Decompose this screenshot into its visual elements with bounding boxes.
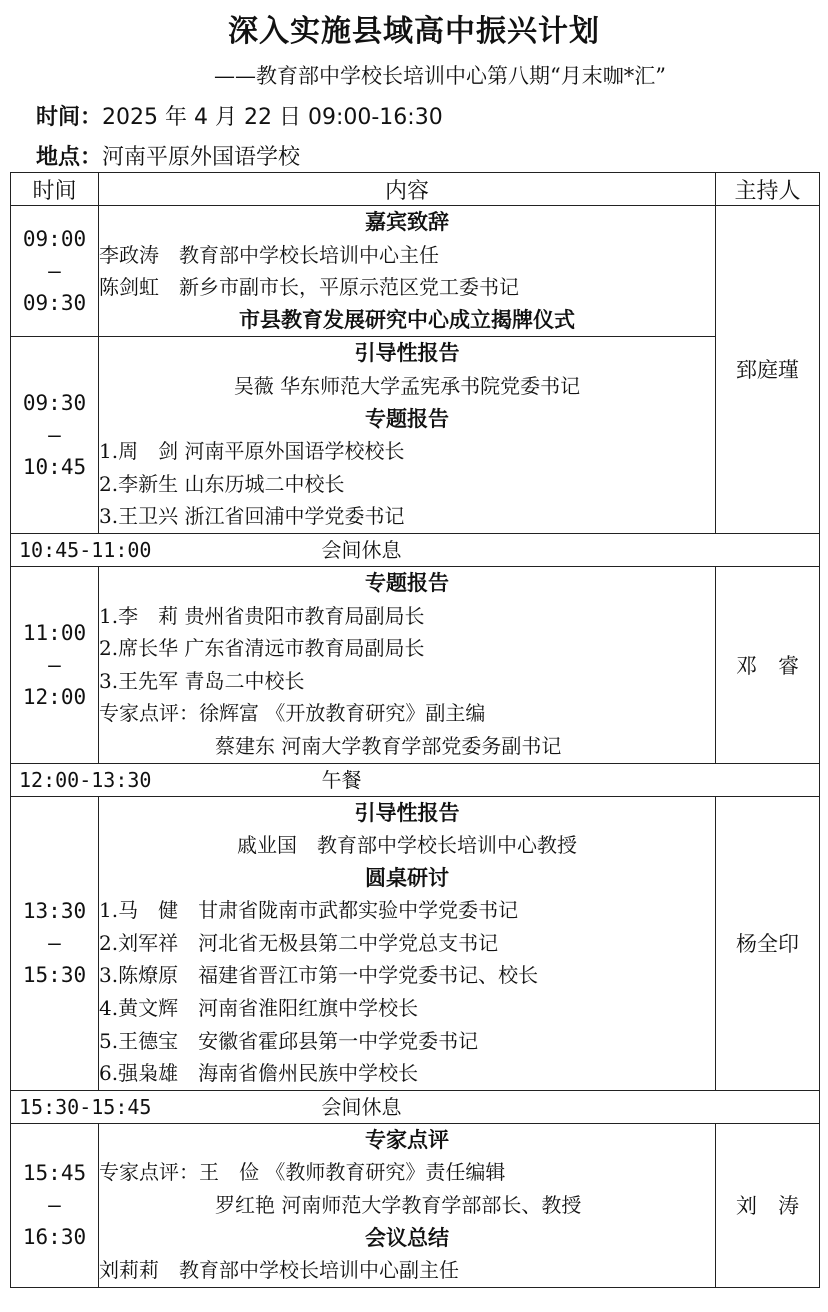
session-content [99,206,716,337]
break-label: 会间休息 [321,537,402,562]
break-row [11,763,820,796]
session-line: 戚业国 教育部中学校长培训中心教授 [237,833,577,858]
meeting-place [36,140,300,171]
session-line: 4.黄文辉 河南省淮阳红旗中学校长 [99,996,419,1021]
session-line: 3.陈燎原 福建省晋江市第一中学党委书记、校长 [99,963,539,988]
session-line: 罗红艳 河南师范大学教育学部部长、教授 [215,1193,582,1218]
session-time [11,206,99,337]
session-heading: 圆桌研讨 [365,865,449,890]
session-time-end: 16:30 [22,1225,87,1250]
session-time-start: 15:45 [22,1161,87,1186]
header-content: 内容 [99,173,716,206]
session-content [99,796,716,1090]
session-time [11,796,99,1090]
break-cell [11,1090,820,1123]
host-name: 杨全印 [716,796,820,1090]
session-line: 2.李新生 山东历城二中校长 [99,471,345,496]
session-time-start: 13:30 [22,899,87,924]
break-time: 12:00-13:30 [19,767,152,792]
time-label: 时间： [36,105,103,130]
break-cell [11,763,820,796]
session-line: 李政涛 教育部中学校长培训中心主任 [99,242,439,267]
session-row [11,206,820,337]
session-content [99,337,716,534]
host-name: 郅庭瑾 [716,206,820,534]
session-time [11,337,99,534]
session-line: 1.马 健 甘肃省陇南市武都实验中学党委书记 [99,898,519,923]
session-line: 专家点评：徐辉富 《开放教育研究》副主编 [99,701,486,726]
session-heading: 专题报告 [365,570,449,595]
session-heading: 专家点评 [365,1127,449,1152]
session-time [11,1123,99,1287]
session-time-dash: – [48,259,61,284]
page-subtitle: ——教育部中学校长培训中心第八期“月末咖*汇” [214,64,666,88]
break-label: 午餐 [321,767,362,792]
page-title: 深入实施县域高中振兴计划 [228,14,600,49]
break-time: 10:45-11:00 [19,537,152,562]
host-name: 邓 睿 [716,566,820,763]
session-heading: 专题报告 [365,406,449,431]
break-row [11,533,820,566]
time-value: 2025 年 4 月 22 日 09:00-16:30 [102,105,443,130]
header-host: 主持人 [716,173,820,206]
session-content [99,1123,716,1287]
session-line: 吴薇 华东师范大学孟宪承书院党委书记 [233,373,581,398]
session-line: 2.席长华 广东省清远市教育局副局长 [99,636,425,661]
session-heading: 市县教育发展研究中心成立揭牌仪式 [239,307,575,332]
session-line: 5.王德宝 安徽省霍邱县第一中学党委书记 [99,1028,479,1053]
session-heading: 嘉宾致辞 [365,210,449,234]
session-time-dash: – [48,423,61,448]
session-line: 刘莉莉 教育部中学校长培训中心副主任 [99,1258,459,1283]
session-time-end: 09:30 [22,291,87,316]
session-line: 专家点评：王 俭 《教师教育研究》责任编辑 [99,1160,506,1185]
agenda-body [11,206,820,1288]
session-line: 蔡建东 河南大学教育学部党委务副书记 [215,733,562,758]
session-row [11,1123,820,1287]
session-time [11,566,99,763]
session-row [11,337,820,534]
break-time: 15:30-15:45 [19,1094,152,1119]
session-line: 陈剑虹 新乡市副市长，平原示范区党工委书记 [99,275,519,300]
session-line: 6.强枭雄 海南省儋州民族中学校长 [99,1061,419,1086]
table-header-row [11,173,820,206]
session-time-dash: – [48,931,61,956]
session-time-dash: – [48,652,61,677]
session-line: 2.刘军祥 河北省无极县第二中学党总支书记 [99,930,499,955]
place-label: 地点： [36,145,103,170]
session-line: 3.王卫兴 浙江省回浦中学党委书记 [99,504,405,529]
session-heading: 引导性报告 [354,341,460,366]
session-time-end: 10:45 [22,455,87,480]
break-label: 会间休息 [321,1094,402,1119]
session-time-start: 09:00 [22,227,87,252]
agenda-table [10,172,820,1288]
session-row [11,566,820,763]
session-line: 3.王先军 青岛二中校长 [99,668,305,693]
session-heading: 引导性报告 [354,800,460,825]
place-value: 河南平原外国语学校 [102,145,301,170]
session-content [99,566,716,763]
session-time-end: 15:30 [22,963,87,988]
session-time-start: 09:30 [22,391,87,416]
session-row [11,796,820,1090]
host-name: 刘 涛 [716,1123,820,1287]
session-time-dash: – [48,1193,61,1218]
header-time: 时间 [11,173,99,206]
break-row [11,1090,820,1123]
session-time-end: 12:00 [22,684,87,709]
session-heading: 会议总结 [365,1225,449,1250]
session-line: 1.周 剑 河南平原外国语学校校长 [99,439,405,464]
meeting-time [36,100,443,131]
session-line: 1.李 莉 贵州省贵阳市教育局副局长 [99,603,425,628]
break-cell [11,533,820,566]
session-time-start: 11:00 [22,620,87,645]
